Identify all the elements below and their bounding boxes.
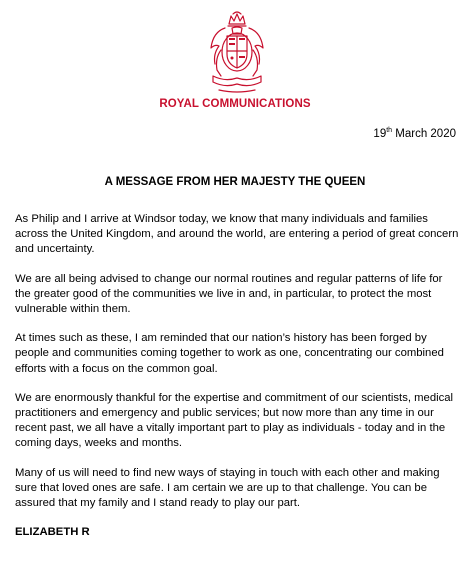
letter-title: A MESSAGE FROM HER MAJESTY THE QUEEN (104, 176, 366, 188)
paragraph: As Philip and I arrive at Windsor today, we know that many individuals and families across the United Kingdom, and around the world, are entering a period of great concern and uncertainty. (15, 213, 459, 256)
letter-date (373, 128, 456, 140)
date-ordinal: th (386, 127, 393, 135)
paragraph: We are enormously thankful for the expertise and commitment of our scientists, medical practitioners and emergency and public services; but now more than any time in our recent past, we all have a vitally important part to play as individuals - today and in the coming days, weeks and months. (15, 391, 454, 450)
organization-name: ROYAL COMMUNICATIONS (159, 98, 311, 110)
paragraph: At times such as these, I am reminded that our nation’s history has been forged by people and communities coming together to work as one, concentrating our combined efforts with a focus on the common goal. (15, 332, 444, 375)
signature: ELIZABETH R (15, 526, 90, 538)
paragraph: We are all being advised to change our normal routines and regular patterns of life for the greater good of the communities we live in and, in particular, to protect the most vulnerable within them. (15, 272, 443, 316)
date-day: 19 (373, 128, 387, 140)
date-month-year: March 2020 (392, 128, 456, 140)
letter-body (15, 212, 460, 525)
paragraph: Many of us will need to find new ways of staying in touch with each other and making sure that loved ones are safe. I am certain we are up to that challenge. You can be assured that my family and I stand ready to play our part. (15, 466, 440, 510)
royal-coat-of-arms-icon (205, 10, 269, 94)
